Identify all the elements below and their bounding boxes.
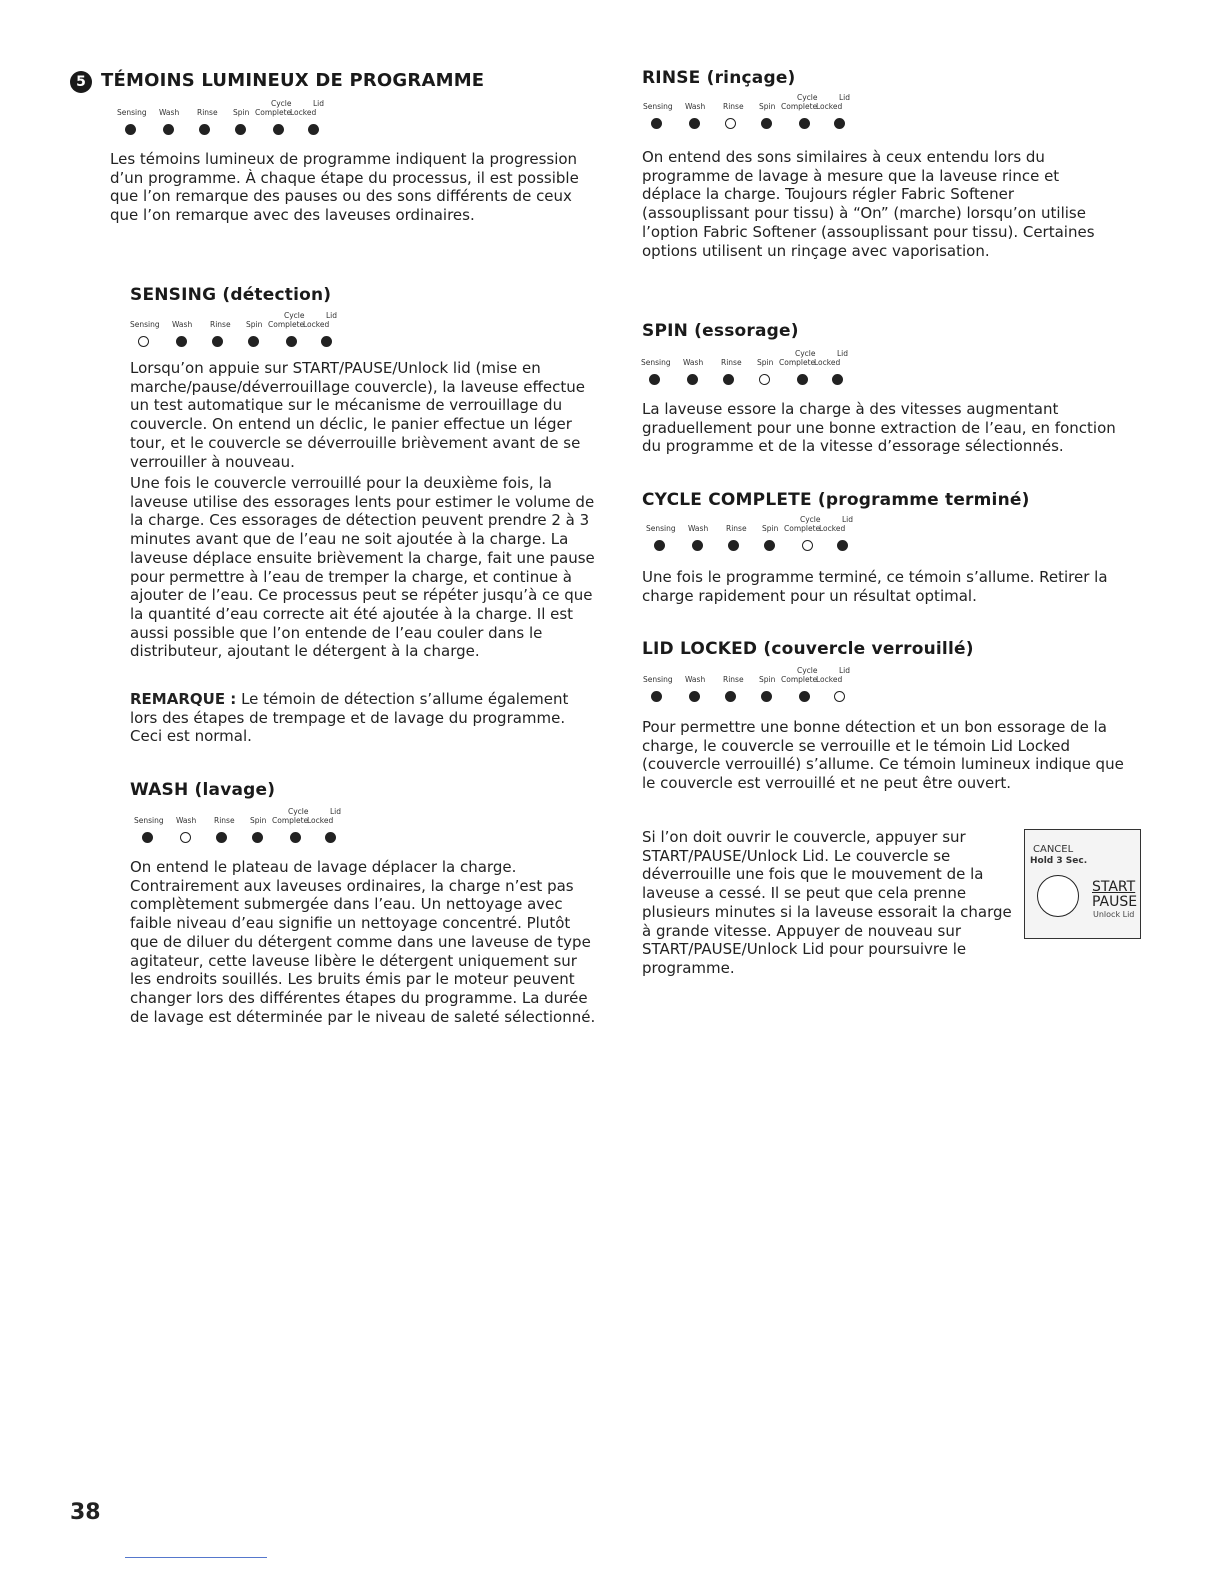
lid-locked-paragraph-2: Si l’on doit ouvrir le couvercle, appuyer sur START/PAUSE/Unlock Lid. Le couvercle se déverrouille une fois que le mouvement de la laveuse a cessé. Il se peut que cela prenne plusieurs minutes si la laveuse essorait la charge à grande vitesse. Appuyer de nouveau sur START/PAUSE/Unlock Lid pour poursuivre le programme.: [642, 828, 1012, 977]
indicator-label-cycle: Cycle: [795, 349, 816, 358]
indicator-label-rinse: Rinse: [723, 675, 744, 684]
indicator-label-complete: Complete: [784, 524, 821, 533]
indicator-light-filled-icon: [163, 124, 174, 135]
indicator-label-rinse: Rinse: [726, 524, 747, 533]
indicator-row-sensing: [130, 312, 340, 354]
control-panel-illustration: [1024, 829, 1141, 939]
indicator-label-locked: Locked: [303, 320, 330, 329]
footer-rule: [125, 1557, 267, 1558]
indicator-light-filled-icon: [764, 540, 775, 551]
indicator-label-complete: Complete: [781, 675, 818, 684]
indicator-light-filled-icon: [290, 832, 301, 843]
indicator-light-filled-icon: [212, 336, 223, 347]
indicator-label-spin: Spin: [250, 816, 267, 825]
indicator-label-spin: Spin: [246, 320, 263, 329]
indicator-label-locked: Locked: [814, 358, 841, 367]
indicator-label-rinse: Rinse: [214, 816, 235, 825]
indicator-light-filled-icon: [799, 118, 810, 129]
page-number: 38: [70, 1500, 101, 1525]
section-title-intro: TÉMOINS LUMINEUX DE PROGRAMME: [101, 70, 485, 91]
cancel-label: CANCEL: [1033, 844, 1074, 855]
indicator-light-empty-icon: [138, 336, 149, 347]
indicator-light-empty-icon: [759, 374, 770, 385]
section-title-spin: SPIN (essorage): [642, 321, 799, 341]
indicator-light-filled-icon: [797, 374, 808, 385]
indicator-label-sensing: Sensing: [643, 102, 673, 111]
indicator-label-spin: Spin: [759, 675, 776, 684]
indicator-light-filled-icon: [799, 691, 810, 702]
indicator-light-filled-icon: [248, 336, 259, 347]
indicator-label-locked: Locked: [819, 524, 846, 533]
section-heading-intro: [70, 70, 484, 93]
indicator-label-wash: Wash: [688, 524, 709, 533]
indicator-light-filled-icon: [654, 540, 665, 551]
indicator-label-complete: Complete: [255, 108, 292, 117]
indicator-light-filled-icon: [689, 691, 700, 702]
indicator-light-filled-icon: [837, 540, 848, 551]
indicator-light-filled-icon: [651, 691, 662, 702]
indicator-light-filled-icon: [728, 540, 739, 551]
indicator-label-lid: Lid: [326, 311, 338, 320]
indicator-label-spin: Spin: [757, 358, 774, 367]
indicator-row-lid-locked: [643, 667, 853, 709]
indicator-label-cycle: Cycle: [800, 515, 821, 524]
indicator-row-rinse: [643, 94, 853, 136]
indicator-row-spin: [641, 350, 851, 392]
indicator-label-wash: Wash: [683, 358, 704, 367]
indicator-light-filled-icon: [834, 118, 845, 129]
indicator-light-filled-icon: [176, 336, 187, 347]
indicator-label-complete: Complete: [781, 102, 818, 111]
indicator-label-complete: Complete: [779, 358, 816, 367]
indicator-label-sensing: Sensing: [130, 320, 160, 329]
indicator-light-filled-icon: [649, 374, 660, 385]
indicator-light-filled-icon: [725, 691, 736, 702]
indicator-label-locked: Locked: [816, 102, 843, 111]
indicator-label-cycle: Cycle: [797, 666, 818, 675]
indicator-label-rinse: Rinse: [721, 358, 742, 367]
indicator-label-locked: Locked: [816, 675, 843, 684]
indicator-light-filled-icon: [687, 374, 698, 385]
indicator-light-filled-icon: [832, 374, 843, 385]
indicator-light-filled-icon: [321, 336, 332, 347]
indicator-label-lid: Lid: [839, 93, 851, 102]
indicator-label-rinse: Rinse: [210, 320, 231, 329]
indicator-light-empty-icon: [725, 118, 736, 129]
indicator-light-filled-icon: [651, 118, 662, 129]
section-title-cycle-complete: CYCLE COMPLETE (programme terminé): [642, 490, 1030, 510]
section-title-wash: WASH (lavage): [130, 780, 276, 800]
cycle-complete-paragraph: Une fois le programme terminé, ce témoin s’allume. Retirer la charge rapidement pour un résultat optimal.: [642, 568, 1108, 605]
indicator-light-filled-icon: [761, 118, 772, 129]
indicator-label-lid: Lid: [839, 666, 851, 675]
indicator-light-filled-icon: [125, 124, 136, 135]
indicator-light-filled-icon: [325, 832, 336, 843]
pause-label: PAUSE: [1092, 894, 1138, 910]
indicator-label-spin: Spin: [759, 102, 776, 111]
section-title-rinse: RINSE (rinçage): [642, 68, 796, 88]
start-pause-button-icon: [1037, 875, 1079, 917]
indicator-label-sensing: Sensing: [643, 675, 673, 684]
indicator-light-filled-icon: [199, 124, 210, 135]
indicator-label-lid: Lid: [330, 807, 342, 816]
indicator-row-wash: [134, 808, 344, 850]
indicator-light-empty-icon: [802, 540, 813, 551]
intro-paragraph: Les témoins lumineux de programme indiquent la progression d’un programme. À chaque étape du processus, il est possible que l’on remarque des pauses ou des sons différents de ceux que l’on remarque avec des laveuses ordinaires.: [110, 150, 579, 225]
indicator-label-locked: Locked: [290, 108, 317, 117]
wash-paragraph: On entend le plateau de lavage déplacer la charge. Contrairement aux laveuses ordinaires, la charge n’est pas complètement submergée dans l’eau. Un nettoyage avec faible niveau d’eau signifie un nettoyage concentré. Plutôt que de diluer du détergent comme dans une laveuse de type agitateur, cette laveuse libère le détergent uniquement sur les endroits souillés. Les bruits émis par le moteur peuvent changer lors des différentes étapes du programme. La durée de lavage est déterminée par le niveau de saleté sélectionné.: [130, 858, 596, 1026]
indicator-label-cycle: Cycle: [288, 807, 309, 816]
indicator-label-lid: Lid: [837, 349, 849, 358]
note-label: REMARQUE :: [130, 690, 237, 708]
indicator-row-intro: [117, 100, 327, 142]
rinse-paragraph: On entend des sons similaires à ceux entendu lors du programme de lavage à mesure que la laveuse rince et déplace la charge. Toujours régler Fabric Softener (assouplissant pour tissu) à “On” (marche) lorsqu’on utilise l’option Fabric Softener (assouplissant pour tissu). Certaines options utilisent un rinçage avec vaporisation.: [642, 148, 1095, 260]
indicator-label-lid: Lid: [313, 99, 325, 108]
indicator-light-empty-icon: [834, 691, 845, 702]
indicator-label-sensing: Sensing: [646, 524, 676, 533]
sensing-paragraph-2: Une fois le couvercle verrouillé pour la deuxième fois, la laveuse utilise des essorages lents pour estimer le volume de la charge. Ces essorages de détection peuvent prendre 2 à 3 minutes avant que de l’eau ne soit ajoutée à la charge. La laveuse déplace ensuite brièvement la charge, fait une pause pour permettre à l’eau de tremper la charge, et continue à ajouter de l’eau. Ce processus peut se répéter jusqu’à ce que la quantité d’eau correcte ait été ajoutée à la charge. Il est aussi possible que l’on entende de l’eau couler dans le distributeur, ajoutant le détergent à la charge.: [130, 474, 595, 661]
indicator-label-cycle: Cycle: [284, 311, 305, 320]
indicator-label-wash: Wash: [685, 675, 706, 684]
indicator-light-filled-icon: [286, 336, 297, 347]
indicator-light-filled-icon: [761, 691, 772, 702]
section-title-lid-locked: LID LOCKED (couvercle verrouillé): [642, 639, 974, 659]
indicator-light-empty-icon: [180, 832, 191, 843]
indicator-label-complete: Complete: [268, 320, 305, 329]
indicator-label-wash: Wash: [685, 102, 706, 111]
sensing-note: [130, 690, 596, 746]
indicator-light-filled-icon: [142, 832, 153, 843]
start-label: START: [1092, 879, 1136, 895]
indicator-light-filled-icon: [216, 832, 227, 843]
indicator-light-filled-icon: [692, 540, 703, 551]
indicator-light-filled-icon: [689, 118, 700, 129]
indicator-label-wash: Wash: [176, 816, 197, 825]
indicator-light-filled-icon: [723, 374, 734, 385]
indicator-label-locked: Locked: [307, 816, 334, 825]
indicator-label-rinse: Rinse: [723, 102, 744, 111]
indicator-label-lid: Lid: [842, 515, 854, 524]
indicator-label-complete: Complete: [272, 816, 309, 825]
indicator-label-wash: Wash: [159, 108, 180, 117]
section-number-badge: 5: [70, 71, 92, 93]
indicator-label-sensing: Sensing: [134, 816, 164, 825]
indicator-label-cycle: Cycle: [797, 93, 818, 102]
note-text: Le témoin de détection s’allume également lors des étapes de trempage et de lavage du programme. Ceci est normal.: [130, 690, 569, 746]
indicator-row-cycle-complete: [646, 516, 856, 558]
indicator-label-cycle: Cycle: [271, 99, 292, 108]
indicator-light-filled-icon: [252, 832, 263, 843]
indicator-label-wash: Wash: [172, 320, 193, 329]
indicator-label-rinse: Rinse: [197, 108, 218, 117]
indicator-light-filled-icon: [308, 124, 319, 135]
lid-locked-paragraph: Pour permettre une bonne détection et un bon essorage de la charge, le couvercle se verrouille et le témoin Lid Locked (couvercle verrouillé) s’allume. Ce témoin lumineux indique que le couvercle est verrouillé et ne peut être ouvert.: [642, 718, 1124, 793]
indicator-light-filled-icon: [235, 124, 246, 135]
indicator-label-spin: Spin: [762, 524, 779, 533]
indicator-label-spin: Spin: [233, 108, 250, 117]
indicator-label-sensing: Sensing: [641, 358, 671, 367]
unlock-lid-label: Unlock Lid: [1093, 910, 1135, 919]
hold-label: Hold 3 Sec.: [1030, 856, 1088, 866]
spin-paragraph: La laveuse essore la charge à des vitesses augmentant graduellement pour une bonne extraction de l’eau, en fonction du programme et de la vitesse d’essorage sélectionnés.: [642, 400, 1116, 456]
indicator-light-filled-icon: [273, 124, 284, 135]
section-title-sensing: SENSING (détection): [130, 285, 332, 305]
sensing-paragraph-1: Lorsqu’on appuie sur START/PAUSE/Unlock lid (mise en marche/pause/déverrouillage couvercle), la laveuse effectue un test automatique sur le mécanisme de verrouillage du couvercle. On entend un déclic, le panier effectue un léger tour, et le couvercle se déverrouille brièvement avant de se verrouiller à nouveau.: [130, 359, 585, 471]
indicator-label-sensing: Sensing: [117, 108, 147, 117]
